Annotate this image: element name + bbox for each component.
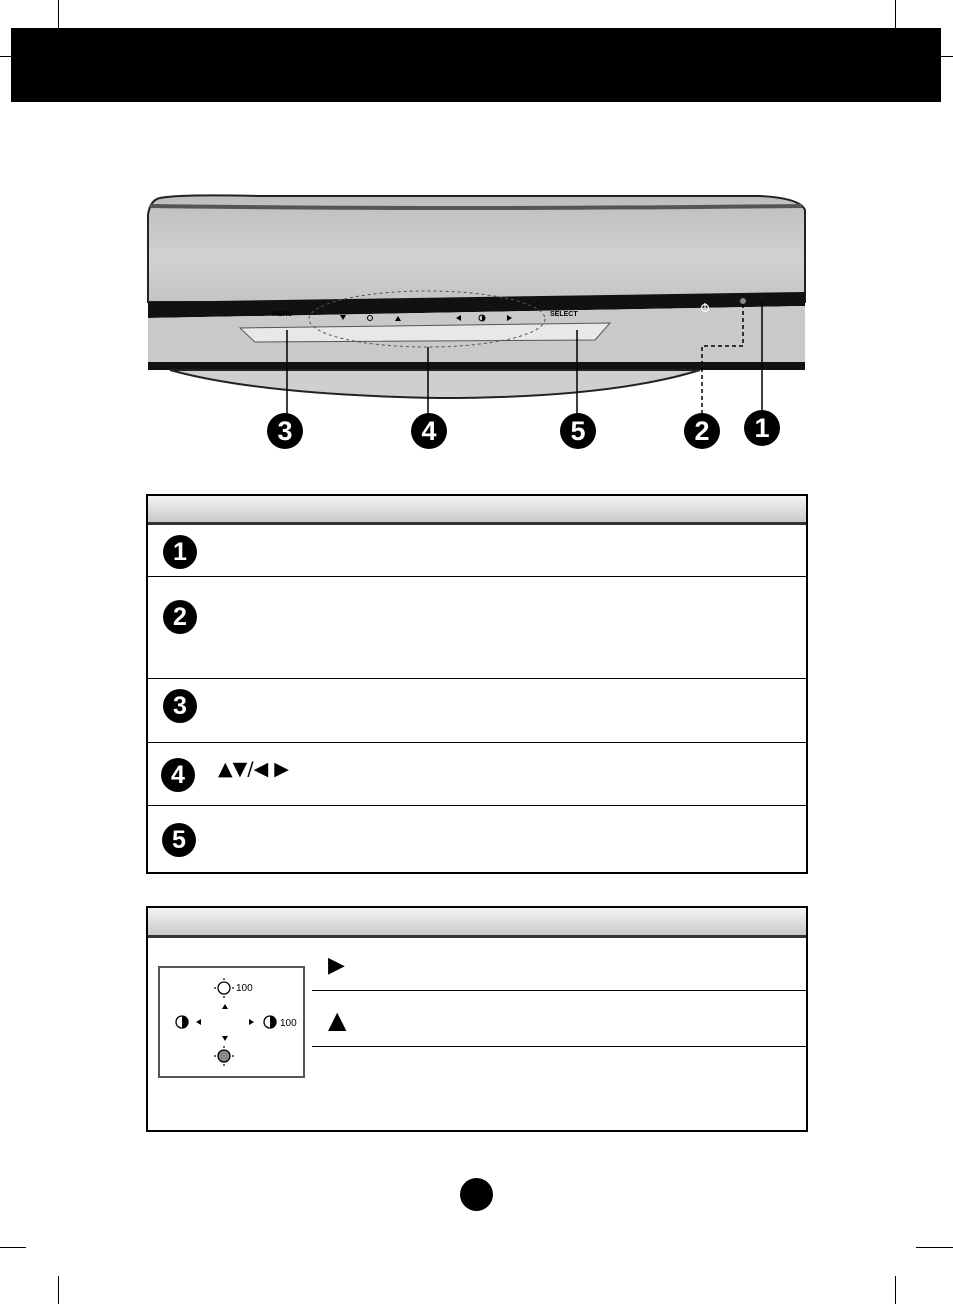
power-indicator-led: [740, 298, 746, 304]
crop-mark: [895, 1276, 896, 1304]
callout-1: 1: [744, 410, 780, 446]
crop-mark: [0, 56, 11, 57]
row-number: 5: [162, 823, 196, 857]
crop-mark: [895, 0, 896, 28]
up-arrow-icon: [222, 1004, 228, 1009]
crop-mark: [58, 0, 59, 28]
control-table: [146, 494, 808, 874]
callout-4: 4: [411, 413, 447, 449]
row-divider: [312, 990, 806, 991]
brightness-low-icon: [214, 1046, 234, 1066]
menu-button-label: MENU: [272, 311, 293, 318]
table-header: [148, 496, 806, 525]
row-divider: [148, 805, 806, 806]
crop-mark: [941, 56, 953, 57]
monitor-front-diagram: [140, 190, 820, 460]
select-button-label: SELECT: [550, 311, 578, 318]
row-divider: [312, 1046, 806, 1047]
callout-3: 3: [267, 413, 303, 449]
right-arrow-icon: [249, 1019, 254, 1025]
row-divider: [148, 742, 806, 743]
brightness-value: 100: [236, 983, 253, 994]
contrast-value: 100: [280, 1018, 297, 1029]
table-header: [148, 908, 806, 938]
contrast-icon: [264, 1016, 276, 1028]
up-arrow-icon: ▲: [328, 1006, 347, 1034]
row-number: 4: [161, 758, 195, 792]
header-bar: [11, 28, 941, 102]
row-number: 2: [163, 600, 197, 634]
crop-mark: [58, 1276, 59, 1304]
right-arrow-icon: ▶: [328, 953, 345, 978]
row-number: 3: [163, 689, 197, 723]
contrast-icon: [176, 1016, 188, 1028]
row-divider: [148, 576, 806, 577]
arrow-buttons-symbol: ▲▼/◀ ▶: [218, 758, 289, 780]
page-number-badge: [460, 1178, 493, 1211]
row-divider: [148, 678, 806, 679]
brightness-icon: [214, 978, 234, 998]
osd-screen: [158, 966, 305, 1078]
left-arrow-icon: [196, 1019, 201, 1025]
crop-mark: [0, 1247, 26, 1248]
callout-2: 2: [684, 413, 720, 449]
row-number: 1: [163, 535, 197, 569]
down-arrow-icon: [222, 1036, 228, 1041]
crop-mark: [916, 1247, 953, 1248]
callout-5: 5: [560, 413, 596, 449]
